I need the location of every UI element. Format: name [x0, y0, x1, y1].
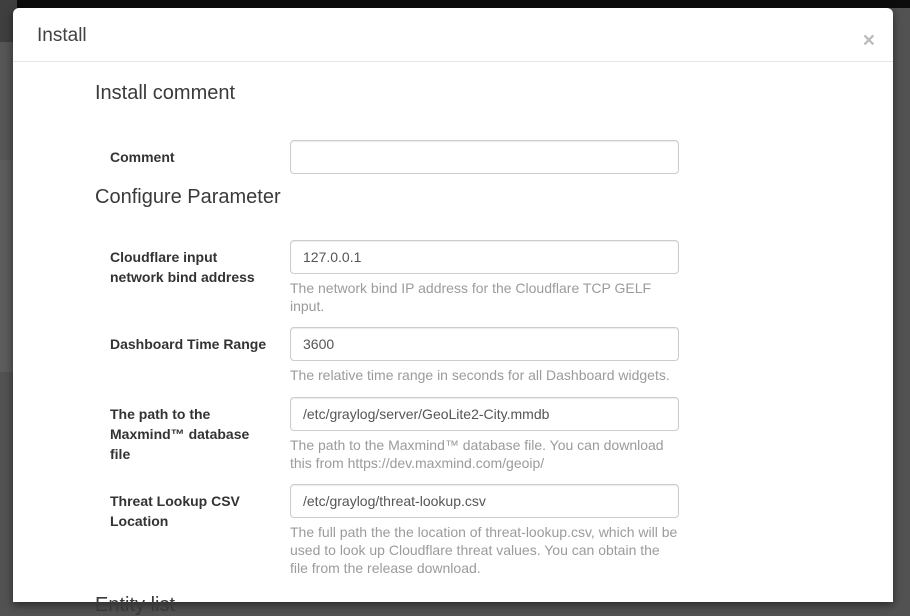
form-row-maxmind-db-path	[95, 397, 869, 472]
maxmind-db-path-input[interactable]	[290, 397, 679, 431]
field-help-maxmind-db-path: The path to the Maxmind™ database file. You can download this from https://dev.maxmind.com/geoip/	[290, 436, 664, 471]
field-label-dashboard-time-range: Dashboard Time Range	[110, 336, 267, 353]
section-heading-install-comment: Install comment	[95, 82, 236, 104]
comment-input[interactable]	[290, 140, 679, 174]
field-control	[290, 397, 679, 472]
modal-title: Install	[37, 25, 87, 46]
field-help-dashboard-time-range: The relative time range in seconds for all Dashboard widgets.	[290, 367, 670, 384]
field-label-bind-address: Cloudflare input network bind address	[110, 249, 255, 285]
backdrop-top-navbar	[0, 0, 910, 8]
section-heading-entity-list: Entity list	[95, 593, 176, 616]
modal-body	[13, 62, 893, 616]
modal-header	[13, 8, 893, 62]
field-help-threat-lookup-csv: The full path the the location of threat-lookup.csv, which will be used to look up Cloudflare threat values. You can obtain the file from the release download.	[290, 523, 678, 577]
install-modal	[13, 8, 893, 616]
section-heading-configure-parameter: Configure Parameter	[95, 186, 281, 208]
field-control	[290, 240, 679, 315]
field-control	[290, 484, 679, 578]
form-row-comment	[95, 140, 869, 174]
form-row-dashboard-time-range	[95, 327, 869, 384]
dashboard-time-range-input[interactable]	[290, 327, 679, 361]
close-icon[interactable]: ×	[862, 29, 875, 52]
threat-lookup-csv-input[interactable]	[290, 484, 679, 518]
field-control	[290, 327, 679, 384]
bind-address-input[interactable]	[290, 240, 679, 274]
form-row-bind-address	[95, 240, 869, 315]
field-label-threat-lookup-csv: Threat Lookup CSV Location	[110, 492, 240, 529]
field-label-maxmind-db-path: The path to the Maxmind™ database file	[110, 405, 250, 462]
field-label-comment: Comment	[110, 149, 175, 165]
form-row-threat-lookup-csv	[95, 484, 869, 578]
field-help-bind-address: The network bind IP address for the Cloudflare TCP GELF input.	[290, 280, 652, 315]
field-control	[290, 140, 679, 174]
